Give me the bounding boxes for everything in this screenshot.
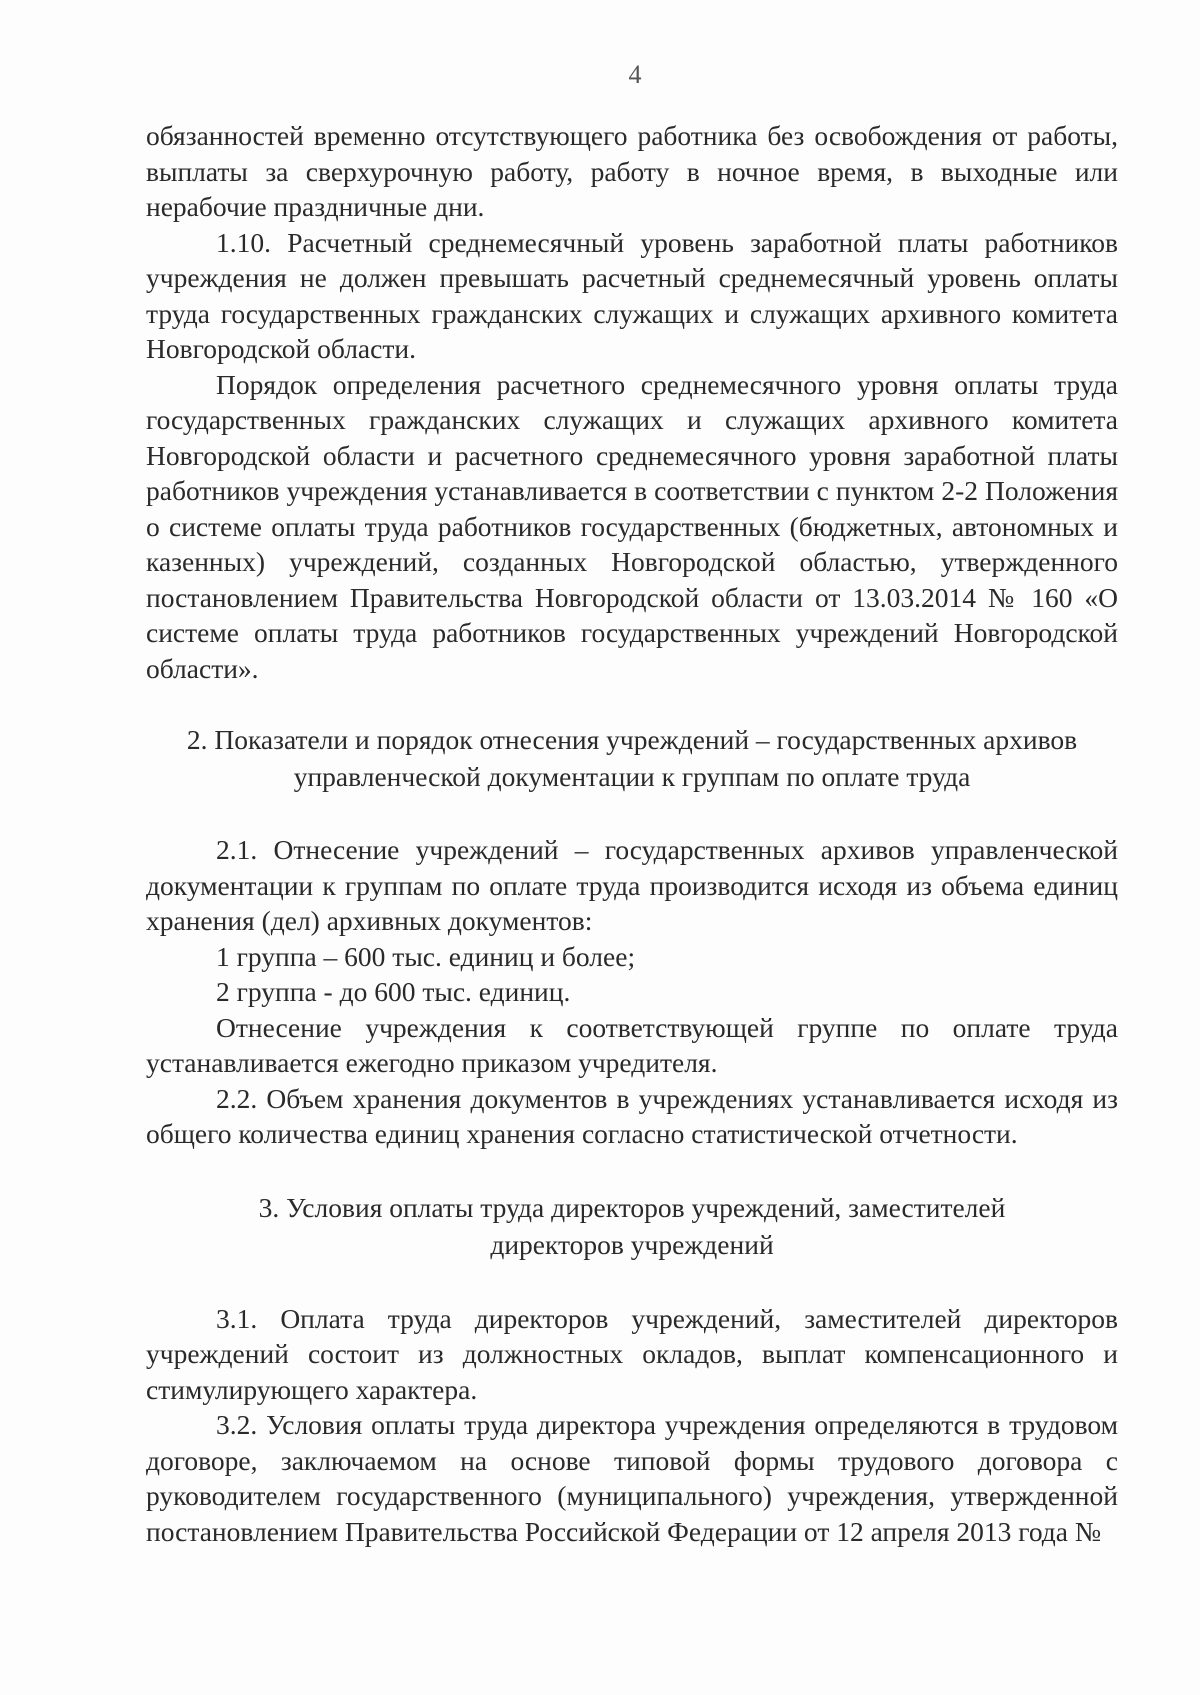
paragraph-2-1: 2.1. Отнесение учреждений – государственных архивов управленческой документации к группам по оплате труда производится исходя из объема единиц хранения (дел) архивных документов: <box>146 834 1118 936</box>
list-item-group-1: 1 группа – 600 тыс. единиц и более; <box>216 940 636 972</box>
page-number: 4 <box>628 60 642 89</box>
paragraph-procedure: Порядок определения расчетного среднемесячного уровня оплаты труда государственных гражданских служащих и служащих архивного комитета Новгородской области и расчетного среднемесячного уровня заработной платы работников учреждения устанавливается в соответствии с пунктом 2-2 Положения о системе оплаты труда работников государственных (бюджетных, автономных и казенных) учреждений, созданных Новгородской областью, утвержденного постановлением Правительства Новгородской области от 13.03.2014 № 160 «О системе оплаты труда работников государственных учреждений Новгородской области». <box>146 368 1118 684</box>
section-3-heading-line-1: 3. Условия оплаты труда директоров учреждений, заместителей <box>258 1191 1006 1223</box>
list-item-group-2: 2 группа - до 600 тыс. единиц. <box>216 976 571 1007</box>
paragraph-1-10: 1.10. Расчетный среднемесячный уровень заработной платы работников учреждения не должен превышать расчетный среднемесячный уровень оплаты труда государственных гражданских служащих и служащих архивного комитета Новгородской области. <box>146 226 1118 364</box>
paragraph-2-2: 2.2. Объем хранения документов в учреждениях устанавливается исходя из общего количества единиц хранения согласно статистической отчетности. <box>146 1082 1118 1149</box>
paragraph-3-2: 3.2. Условия оплаты труда директора учреждения определяются в трудовом договоре, заключаемом на основе типовой формы трудового договора с руководителем государственного (муниципального) учреждения, утвержденной постановлением Правительства Российской Федерации от 12 апреля 2013 года № <box>146 1409 1118 1547</box>
section-2-heading-line-1: 2. Показатели и порядок отнесения учреждений – государственных архивов <box>186 724 1078 755</box>
section-2-heading <box>146 721 1118 795</box>
section-3-heading <box>146 1189 1118 1263</box>
document-body <box>146 118 1118 1549</box>
section-3-heading-line-2: директоров учреждений <box>490 1228 774 1260</box>
section-2-heading-line-2: управленческой документации к группам по оплате труда <box>293 761 971 792</box>
paragraph-3-1: 3.1. Оплата труда директоров учреждений, заместителей директоров учреждений состоит из должностных окладов, выплат компенсационного и стимулирующего характера. <box>146 1302 1118 1405</box>
paragraph-group-assignment: Отнесение учреждения к соответствующей группе по оплате труда устанавливается ежегодно приказом учредителя. <box>146 1011 1118 1078</box>
paragraph-continuation: обязанностей временно отсутствующего работника без освобождения от работы, выплаты за сверхурочную работу, работу в ночное время, в выходные или нерабочие праздничные дни. <box>146 120 1118 222</box>
